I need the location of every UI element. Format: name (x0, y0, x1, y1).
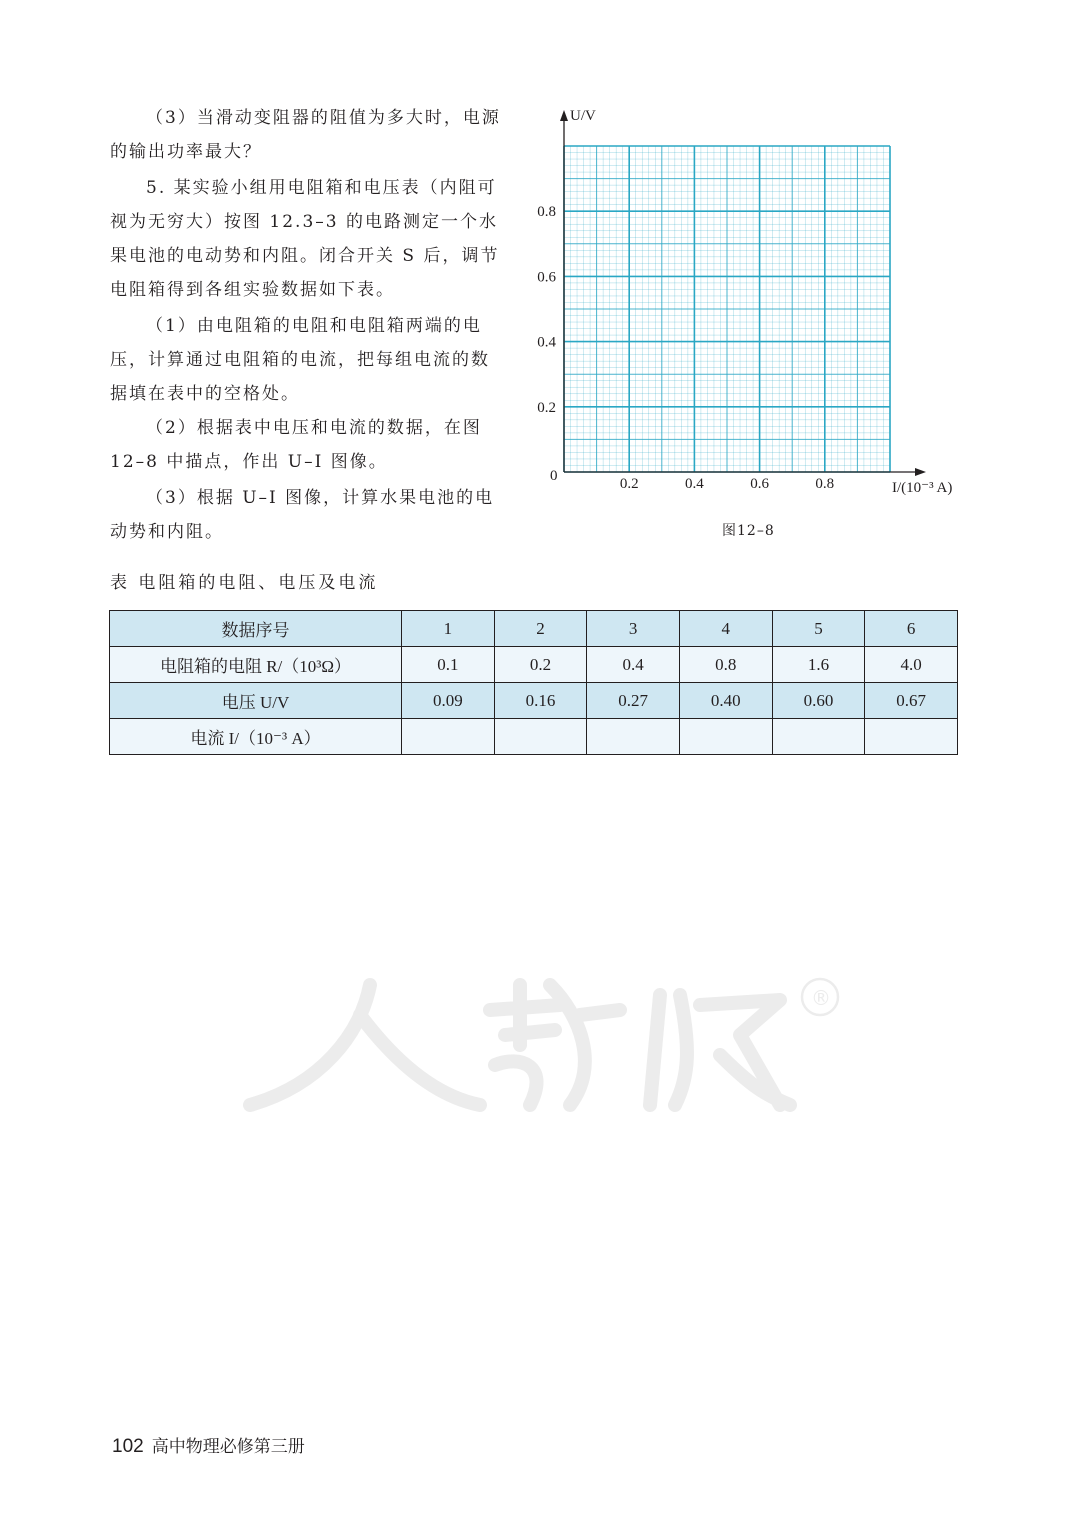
table-cell: 0.1 (402, 647, 495, 683)
data-table (109, 610, 958, 755)
figure-caption: 图12–8 (722, 523, 775, 539)
question-3-text: （3）当滑动变阻器的阻值为多大时，电源的输出功率最大？ (110, 108, 501, 162)
table-cell: 6 (865, 611, 958, 647)
table-cell (865, 719, 958, 755)
table-cell: 1.6 (772, 647, 865, 683)
table-cell (772, 719, 865, 755)
y-axis-title: U/V (570, 108, 596, 124)
row-header: 电流 I/（10⁻³ A） (110, 719, 402, 755)
table-cell: 2 (494, 611, 587, 647)
registered-mark: ® (811, 986, 831, 1010)
y-tick-label: 0.6 (537, 269, 556, 286)
x-tick-label: 0.4 (685, 476, 704, 492)
table-cell: 0.2 (494, 647, 587, 683)
table-cell (587, 719, 680, 755)
row-header: 电阻箱的电阻 R/（10³Ω） (110, 647, 402, 683)
y-axis-arrow (560, 110, 568, 121)
row-header: 电压 U/V (110, 683, 402, 719)
table-caption: 表 电阻箱的电阻、电压及电流 (110, 573, 379, 593)
table-cell: 3 (587, 611, 680, 647)
x-axis-title: I/(10⁻³ A) (892, 480, 953, 496)
table-cell: 0.8 (679, 647, 772, 683)
table-cell: 0.40 (679, 683, 772, 719)
origin-label: 0 (550, 468, 558, 484)
table-cell: 0.67 (865, 683, 958, 719)
y-tick-label: 0.8 (537, 204, 556, 221)
table-cell: 4 (679, 611, 772, 647)
table-cell (402, 719, 495, 755)
table-cell: 4.0 (865, 647, 958, 683)
table-row (110, 647, 958, 683)
question-5-part-3: （3）根据 U–I 图像，计算水果电池的电动势和内阻。 (110, 488, 495, 542)
x-tick-label: 0.2 (619, 476, 639, 492)
x-tick-label: 0.8 (815, 476, 835, 492)
row-header: 数据序号 (110, 611, 402, 647)
table-cell: 5 (772, 611, 865, 647)
ui-graph-grid (520, 100, 970, 510)
mid-grid (564, 146, 890, 472)
y-tick-label: 0.2 (537, 399, 556, 416)
table-cell (679, 719, 772, 755)
question-5-part-2: （2）根据表中电压和电流的数据，在图 12–8 中描点，作出 U–I 图像。 (110, 418, 482, 472)
x-tick-label: 0.6 (750, 476, 769, 492)
table-cell: 1 (402, 611, 495, 647)
table-cell: 0.60 (772, 683, 865, 719)
x-axis-arrow (915, 468, 926, 476)
page-footer (112, 1432, 305, 1458)
table-cell: 0.27 (587, 683, 680, 719)
table-cell: 0.09 (402, 683, 495, 719)
y-tick-label: 0.4 (537, 334, 556, 351)
question-5-part-1: （1）由电阻箱的电阻和电阻箱两端的电压，计算通过电阻箱的电流，把每组电流的数据填在表中的空格处。 (110, 316, 490, 404)
table-row (110, 611, 958, 647)
table-row (110, 683, 958, 719)
table-row (110, 719, 958, 755)
page-number: 102 (112, 1436, 144, 1457)
table-cell: 0.4 (587, 647, 680, 683)
table-cell: 0.16 (494, 683, 587, 719)
watermark-logo (220, 955, 860, 1135)
question-5-text: 5. 某实验小组用电阻箱和电压表（内阻可视为无穷大）按图 12.3–3 的电路测定一个水果电池的电动势和内阻。闭合开关 S 后，调节电阻箱得到各组实验数据如下表。 (110, 178, 500, 300)
book-title: 高中物理必修第三册 (151, 1437, 305, 1457)
table-cell (494, 719, 587, 755)
